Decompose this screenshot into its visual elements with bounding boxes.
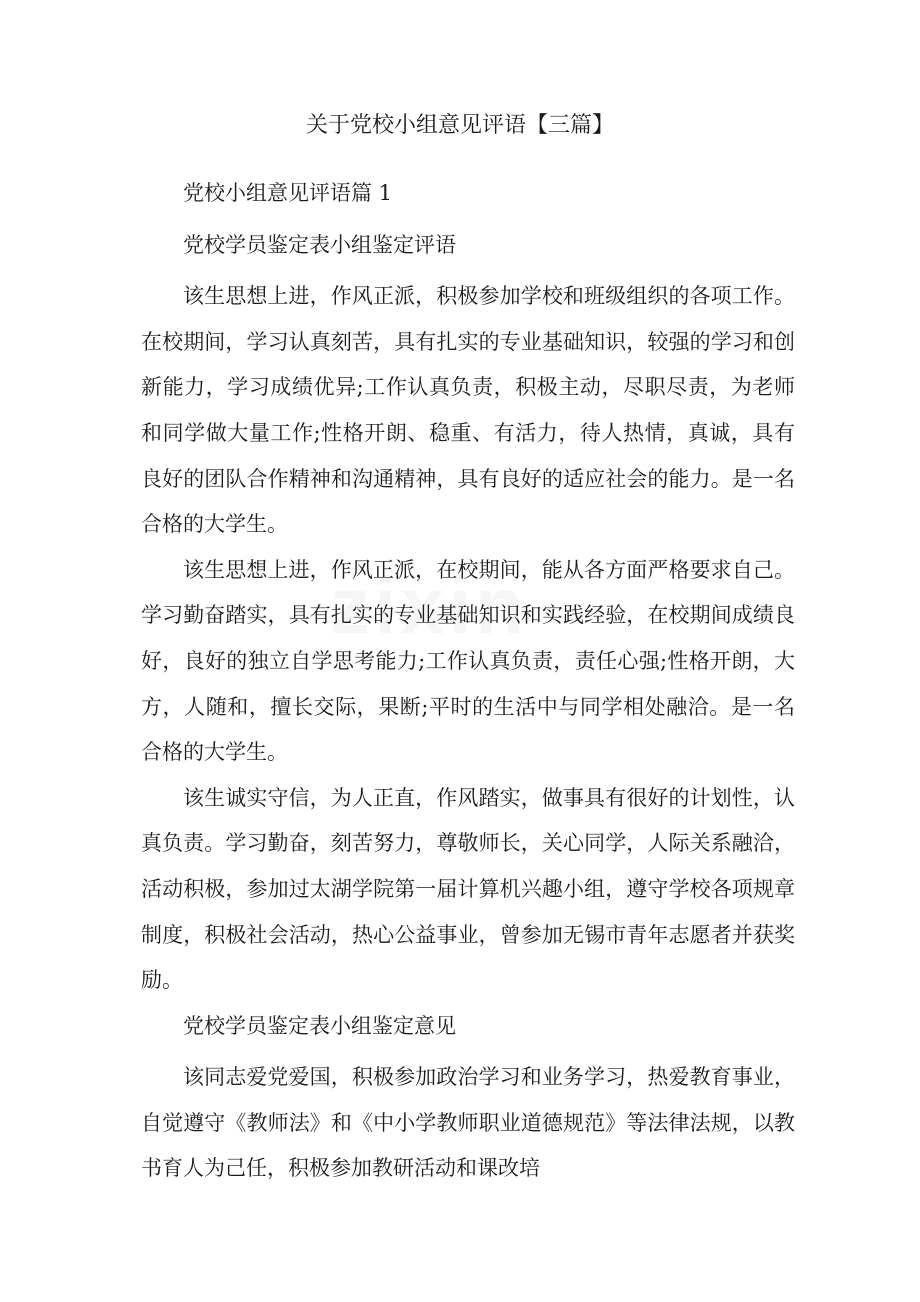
paragraph: 该生思想上进，作风正派，积极参加学校和班级组织的各项工作。在校期间，学习认真刻苦，具有扎实的专业基础知识，较强的学习和创新能力，学习成绩优异;工作认真负责，积极主动，尽职尽责，为老师和同学做大量工作;性格开朗、稳重、有活力，待人热情，真诚，具有良好的团队合作精神和沟通精神，具有良好的适应社会的能力。是一名合格的大学生。 bbox=[141, 284, 795, 537]
subheading-opinion: 党校学员鉴定表小组鉴定意见 bbox=[183, 1013, 456, 1038]
paragraph: 该生诚实守信，为人正直，作风踏实，做事具有很好的计划性，认真负责。学习勤奋，刻苦努力，尊敬师长，关心同学，人际关系融洽，活动积极，参加过太湖学院第一届计算机兴趣小组，遵守学校各项规章制度，积极社会活动，热心公益事业，曾参加无锡市青年志愿者并获奖励。 bbox=[141, 785, 795, 993]
document-title: 关于党校小组意见评语【三篇】 bbox=[305, 113, 614, 138]
paragraph: 该生思想上进，作风正派，在校期间，能从各方面严格要求自己。学习勤奋踏实，具有扎实的专业基础知识和实践经验，在校期间成绩良好，良好的独立自学思考能力;工作认真负责，责任心强;性格开朗，大方，人随和，擅长交际，果断;平时的生活中与同学相处融洽。是一名合格的大学生。 bbox=[141, 557, 795, 765]
document-body bbox=[141, 171, 795, 1192]
paragraph: 该同志爱党爱国，积极参加政治学习和业务学习，热爱教育事业，自觉遵守《教师法》和《中小学教师职业道德规范》等法律法规，以教书育人为己任，积极参加教研活动和课改培 bbox=[141, 1065, 795, 1181]
section-heading: 党校小组意见评语篇 1 bbox=[183, 181, 393, 205]
subheading-evaluation: 党校学员鉴定表小组鉴定评语 bbox=[183, 232, 456, 257]
